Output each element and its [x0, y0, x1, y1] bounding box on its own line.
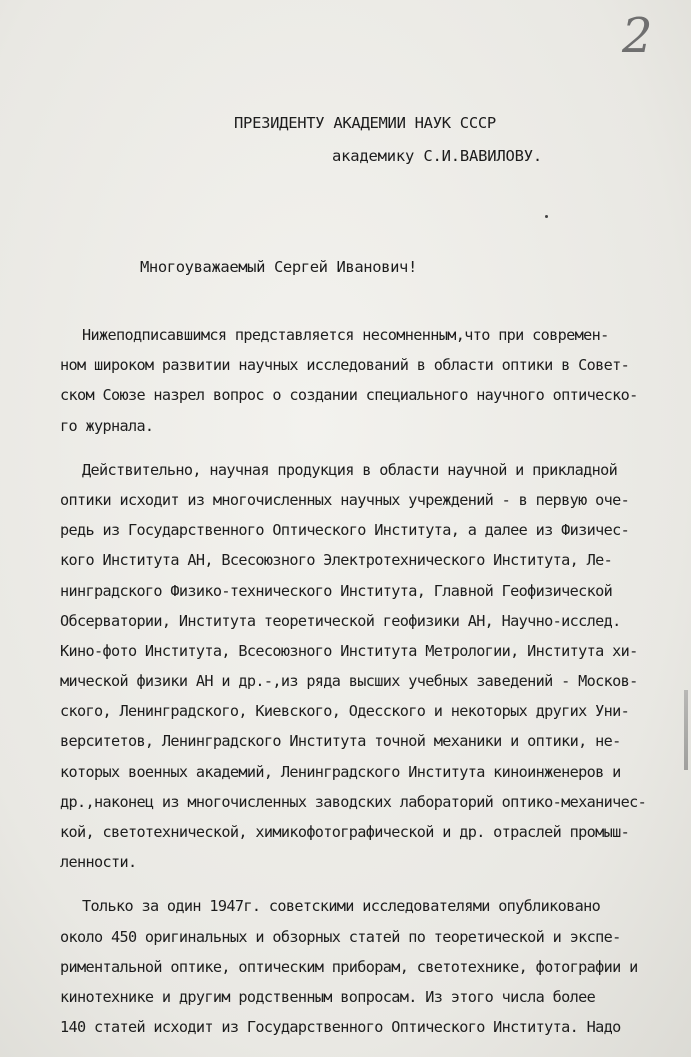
text-line: 140 статей исходит из Государственного Оптического Института. Надо: [60, 1018, 621, 1037]
letter-body: [60, 320, 688, 1056]
text-line: редь из Государственного Оптического Института, а далее из Физичес-: [60, 521, 630, 540]
text-line: ском Союзе назрел вопрос о создании специального научного оптическо-: [60, 386, 638, 405]
text-line: ленности.: [60, 853, 137, 872]
text-line: которых военных академий, Ленинградского Института киноинженеров и: [60, 762, 621, 781]
text-line: кой, светотехнической, химикофотографической и др. отраслей промыш-: [60, 823, 630, 841]
text-line: ном широком развитии научных исследований в области оптики в Совет-: [60, 356, 630, 375]
text-line: мической физики АН и др.-,из ряда высших учебных заведений - Москов-: [60, 672, 638, 691]
text-line: оптики исходит из многочисленных научных учреждений - в первую оче-: [60, 490, 630, 509]
text-line: кого Института АН, Всесоюзного Электротехнического Института, Ле-: [60, 551, 613, 570]
recipient-name: академику С.И.ВАВИЛОВУ.: [332, 147, 543, 165]
recipient-title: ПРЕЗИДЕНТУ АКАДЕМИИ НАУК СССР: [234, 114, 496, 132]
paragraph-1: [60, 320, 688, 441]
text-line: ского, Ленинградского, Киевского, Одесского и некоторых других Уни-: [60, 702, 630, 721]
text-line: риментальной оптике, оптическим приборам, светотехнике, фотографии и: [60, 957, 638, 976]
paragraph-2: [60, 455, 688, 878]
text-line: го журнала.: [60, 416, 154, 435]
text-line: Нижеподписавшимся представляется несомненным,что при современ-: [82, 326, 609, 344]
text-line: Действительно, научная продукция в области научной и прикладной: [82, 460, 618, 479]
text-line: Только за один 1947г. советскими исследователями опубликовано: [82, 897, 601, 916]
text-line: кинотехнике и другим родственным вопросам. Из этого числа более: [60, 987, 596, 1006]
text-line: верситетов, Ленинградского Института точной механики и оптики, не-: [60, 732, 621, 751]
text-line: нинградского Физико-технического Института, Главной Геофизической: [60, 581, 613, 600]
text-line: около 450 оригинальных и обзорных статей по теоретической и экспе-: [60, 927, 621, 946]
handwritten-page-number: 2: [622, 8, 653, 64]
salutation: Многоуважаемый Сергей Иванович!: [140, 258, 417, 276]
text-line: Обсерватории, Института теоретической геофизики АН, Научно-исслед.: [60, 611, 621, 630]
text-line: др.,наконец из многочисленных заводских лабораторий оптико-механичес-: [60, 792, 647, 811]
ink-smudge: [545, 215, 548, 218]
paragraph-3: [60, 891, 688, 1042]
text-line: Кино-фото Института, Всесоюзного Института Метрологии, Института хи-: [60, 641, 638, 660]
